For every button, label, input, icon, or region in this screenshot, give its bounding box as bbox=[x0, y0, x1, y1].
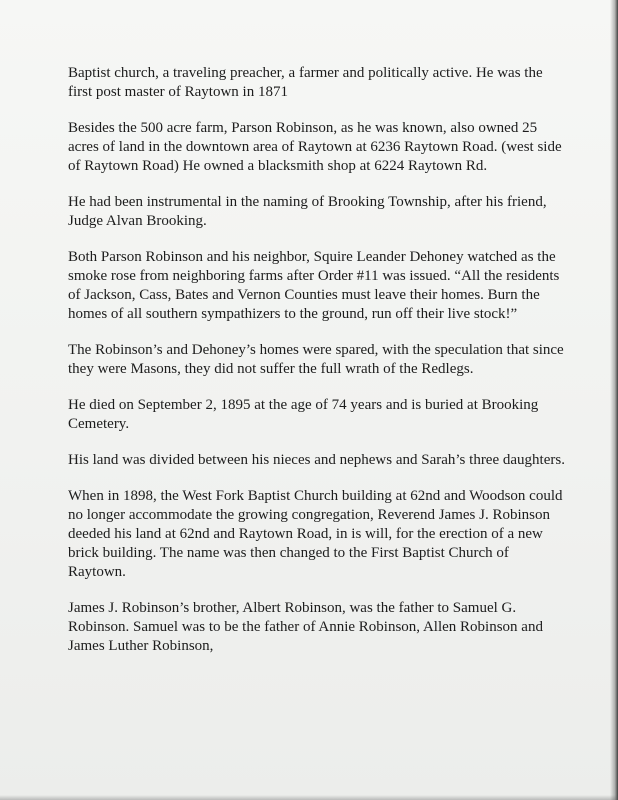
paragraph-5: The Robinson’s and Dehoney’s homes were spared, with the speculation that since they were Masons, they did not suffer the full wrath of the Redlegs. bbox=[68, 342, 564, 377]
page-edge-shadow-bottom bbox=[0, 795, 618, 800]
document-body bbox=[68, 64, 568, 673]
paragraph-9: James J. Robinson’s brother, Albert Robinson, was the father to Samuel G. Robinson. Samuel was to be the father of Annie Robinson, Allen Robinson and James Luther Robinson, bbox=[68, 600, 543, 654]
page-edge-shadow-right bbox=[610, 0, 618, 800]
paragraph-6: He died on September 2, 1895 at the age of 74 years and is buried at Brooking Cemetery. bbox=[68, 397, 539, 432]
paragraph-4: Both Parson Robinson and his neighbor, Squire Leander Dehoney watched as the smoke rose from neighboring farms after Order #11 was issued. “All the residents of Jackson, Cass, Bates and Vernon Counties must leave their homes. Burn the homes of all southern sympathizers to the ground, run off their live stock!” bbox=[68, 249, 560, 322]
paragraph-3: He had been instrumental in the naming of Brooking Township, after his friend, Judge Alvan Brooking. bbox=[68, 194, 547, 229]
paragraph-2: Besides the 500 acre farm, Parson Robinson, as he was known, also owned 25 acres of land in the downtown area of Raytown at 6236 Raytown Road. (west side of Raytown Road) He owned a blacksmith shop at 6224 Raytown Rd. bbox=[68, 120, 562, 174]
paragraph-7: His land was divided between his nieces and nephews and Sarah’s three daughters. bbox=[68, 452, 565, 468]
paragraph-1: Baptist church, a traveling preacher, a farmer and politically active. He was the first post master of Raytown in 1871 bbox=[68, 65, 543, 100]
paragraph-8: When in 1898, the West Fork Baptist Church building at 62nd and Woodson could no longer accommodate the growing congregation, Reverend James J. Robinson deeded his land at 62nd and Raytown Road, in is will, for the erection of a new brick building. The name was then changed to the First Baptist Church of Raytown. bbox=[68, 488, 563, 580]
